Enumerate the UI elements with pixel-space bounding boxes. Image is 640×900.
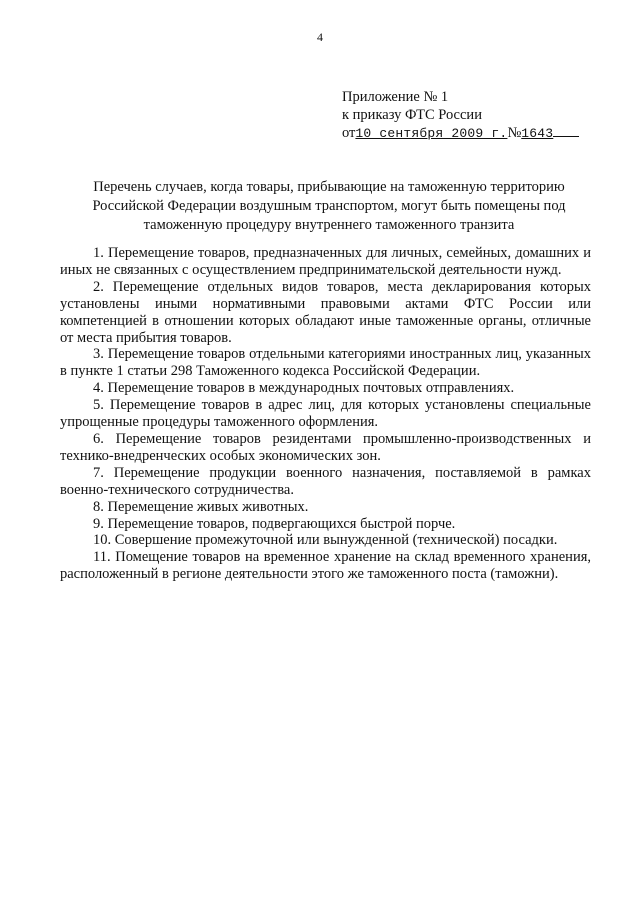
list-item: 5. Перемещение товаров в адрес лиц, для которых установлены специальные упрощенные процедуры таможенного оформления.	[60, 397, 591, 431]
order-date: 10 сентября 2009 г.	[355, 126, 508, 141]
order-number-underline	[553, 124, 579, 137]
order-date-prefix: от	[342, 125, 356, 141]
list-item: 3. Перемещение товаров отдельными категориями иностранных лиц, указанных в пункте 1 статьи 298 Таможенного кодекса Российской Федерации.	[60, 346, 591, 380]
list-item: 10. Совершение промежуточной или вынужденной (технической) посадки.	[93, 532, 558, 549]
list-item: 9. Перемещение товаров, подвергающихся быстрой порче.	[93, 515, 456, 532]
page-number: 4	[317, 30, 323, 44]
list-item: 2. Перемещение отдельных видов товаров, места декларирования которых установлены иными нормативными правовыми актами ФТС России или компетенцией в отношении которых обладают иные таможенные органы, отличные от места прибытия товаров.	[60, 278, 591, 346]
order-date-line	[342, 124, 579, 143]
list-item: 8. Перемещение живых животных.	[93, 498, 309, 515]
appendix-header	[342, 88, 579, 143]
appendix-order-reference: к приказу ФТС России	[342, 107, 482, 123]
appendix-title: Приложение № 1	[342, 89, 449, 105]
list-item: 1. Перемещение товаров, предназначенных для личных, семейных, домашних и иных не связанных с осуществлением предпринимательской деятельности нужд.	[60, 245, 591, 278]
order-number-prefix: №	[507, 125, 522, 141]
list-item: 4. Перемещение товаров в международных почтовых отправлениях.	[93, 380, 515, 397]
cases-list	[60, 245, 591, 583]
list-item: 11. Помещение товаров на временное хранение на склад временного хранения, расположенный в регионе деятельности этого же таможенного поста (таможни).	[60, 549, 591, 583]
list-item: 7. Перемещение продукции военного назначения, поставляемой в рамках военно-технического сотрудничества.	[60, 464, 591, 498]
document-title: Перечень случаев, когда товары, прибывающие на таможенную территорию Российской Федерации воздушным транспортом, могут быть помещены под таможенную процедуру внутреннего таможенного транзита	[92, 179, 566, 233]
list-item: 6. Перемещение товаров резидентами промышленно-производственных и технико-внедренческих особых экономических зон.	[60, 430, 591, 464]
order-number: 1643	[521, 126, 554, 141]
